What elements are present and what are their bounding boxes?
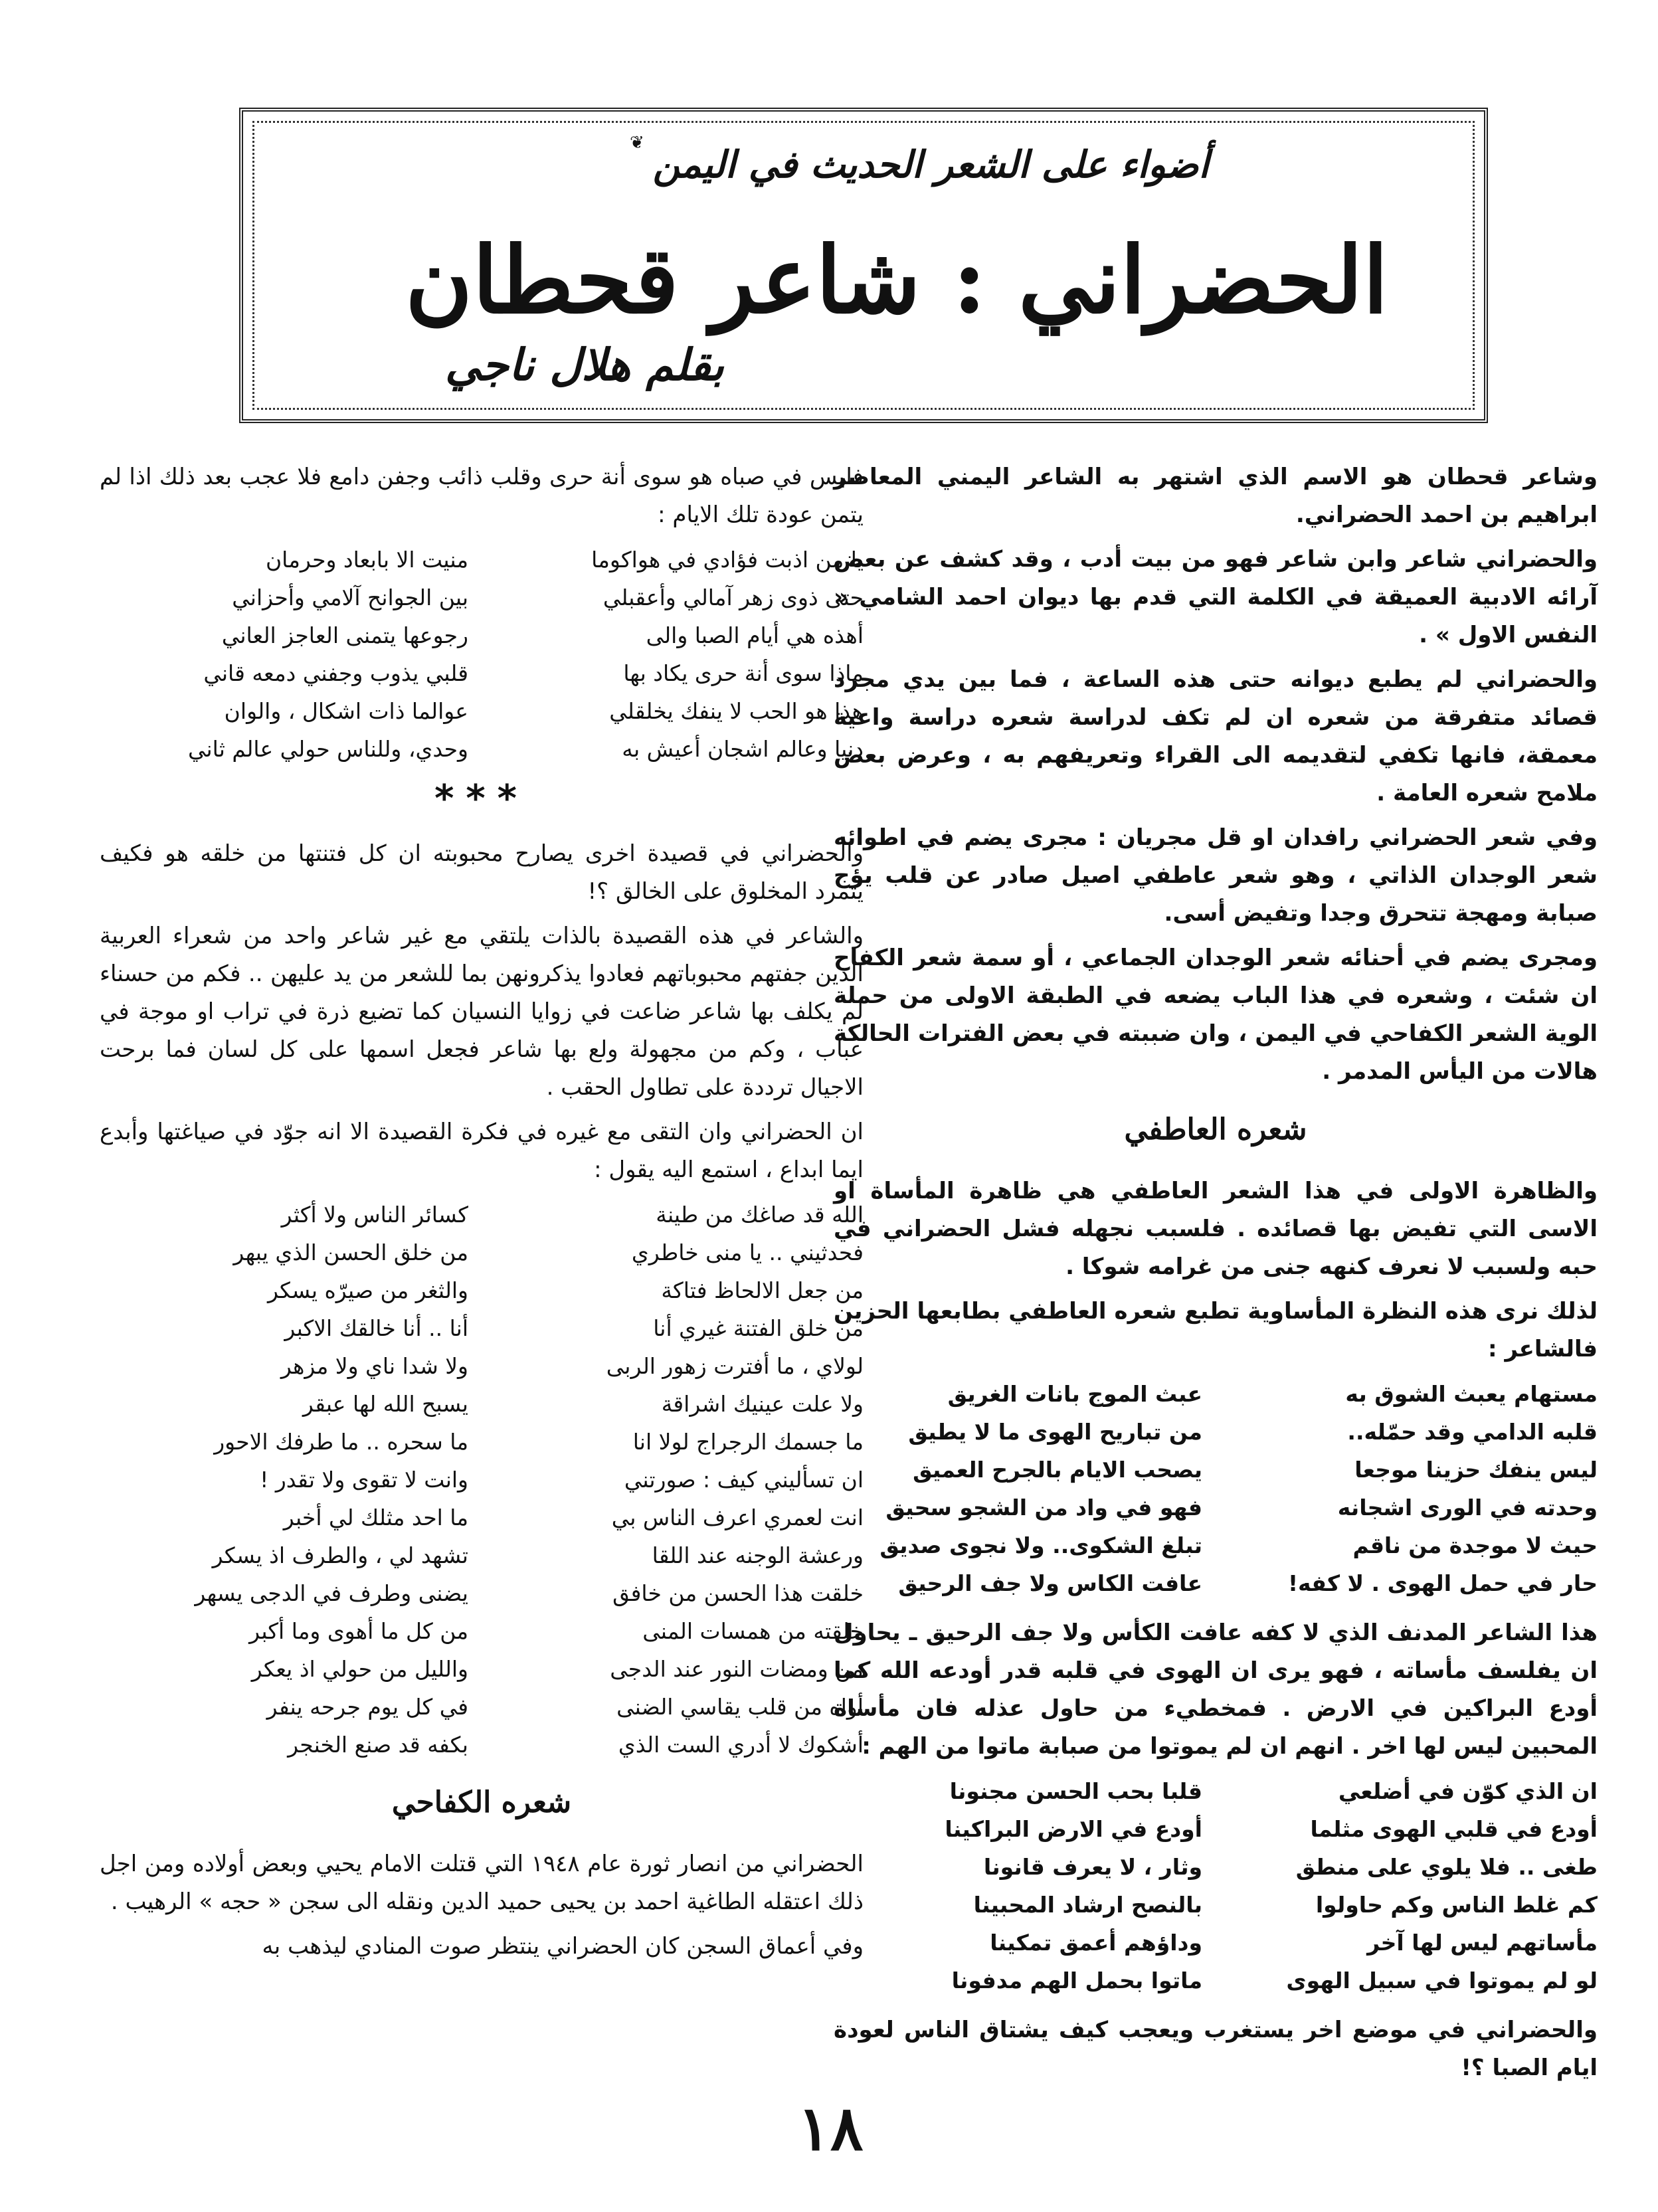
- verse-second-half: ما احد مثلك لي أخبر: [283, 1505, 468, 1530]
- verse-second-half: ما سحره .. ما طرفك الاحور: [214, 1429, 468, 1455]
- left-column: [100, 458, 864, 1972]
- section-separator: ***: [434, 777, 529, 820]
- verse-second-half: والثغر من صيرّه يسكر: [267, 1277, 468, 1303]
- paragraph: ومجرى يضم في أحنائه شعر الوجدان الجماعي ، أو سمة شعر الكفاح ان شئت ، وشعره في هذا الباب يضعه في الطبقة الاولى من حملة الوية الشعر الكفاحي في اليمن ، وان ضببته في بعض الفترات الحالكة هالات من اليأس المدمر .: [834, 945, 1598, 1085]
- verse-first-half: يا من اذبت فؤادي في هواكوما: [591, 547, 864, 573]
- verse-second-half: كسائر الناس ولا أكثر: [281, 1202, 468, 1228]
- verse-first-half: حتى ذوى زهر آمالي وأعقبلي: [602, 585, 864, 610]
- section-heading-struggle-poetry: شعره الكفاحي: [391, 1786, 572, 1819]
- paragraph: وفي شعر الحضراني رافدان او قل مجريان : مجرى يضم في اطوائه شعر الوجدان الذاتي ، وهو شعر عاطفي اصيل صادر عن قلب يؤج صبابة ومهجة تتحرق وجدا وتفيض أسى.: [834, 824, 1598, 927]
- verse-first-half: هذا هو الحب لا ينفك يخلقلي: [609, 698, 864, 724]
- paragraph: لذلك نرى هذه النظرة المأساوية تطبع شعره العاطفي بطابعها الحزين فالشاعر :: [834, 1298, 1598, 1362]
- verse-first-half: ان الذي كوّن في أضلعي: [1338, 1778, 1598, 1804]
- paragraph: والظاهرة الاولى في هذا الشعر العاطفي هي ظاهرة المأساة او الاسى التي تفيض بها قصائده . فلسبب نجهله فشل الحضراني في حبه ولسبب لا نعرف كنهه جنى من غرامه شوكا .: [834, 1178, 1598, 1280]
- right-column: [834, 458, 1598, 2094]
- verse-second-half: عوالما ذات اشكال ، والوان: [224, 698, 468, 724]
- verse-second-half: من تباريح الهوى ما لا يطيق: [908, 1419, 1202, 1445]
- verse-first-half: ماذا سوى أنة حرى يكاد بها: [623, 660, 864, 686]
- intro-paragraphs: [834, 458, 1598, 1091]
- verse-first-half: من خلق الفتنة غيري أنا: [653, 1315, 864, 1341]
- verse-first-half: أشكوك لا أدري الست الذي: [618, 1732, 864, 1758]
- verse-first-half: حار في حمل الهوى . لا كفه!: [1288, 1570, 1598, 1596]
- verse-first-half: لو لم يموتوا في سبيل الهوى: [1286, 1968, 1598, 1993]
- section-heading-emotional-poetry: شعره العاطفي: [1124, 1113, 1307, 1147]
- verse-first-half: من ومضات النور عند الدجى: [610, 1656, 864, 1682]
- verse-first-half: ما جسمك الرجراج لولا انا: [632, 1429, 864, 1455]
- verse-first-half: فحدثيني .. يا منى خاطري: [631, 1240, 864, 1265]
- verse-first-half: وحدته في الورى اشجانه: [1337, 1495, 1598, 1521]
- verse-second-half: تشهد لي ، والطرف اذ يسكر: [212, 1542, 468, 1568]
- verse-second-half: قلبي يذوب وجفني دمعه قاني: [203, 660, 468, 686]
- paragraph: والشاعر في هذه القصيدة بالذات يلتقي مع غير شاعر واحد من شعراء العربية الذين جفتهم محبوباتهم فعادوا يذكرونهن بما للشعر من يد عليهن .. فكم من حسناء لم يكلف بها شاعر ضاعت في زوايا النسيان كما تضيع ذرة في تراب او موجة في عباب ، وكم من مجهولة ولع بها شاعر فجعل اسمها على كل لسان فما برحت الاجيال ترددة على تطاول الحقب .: [100, 923, 864, 1101]
- paragraph: والحضراني في قصيدة اخرى يصارح محبوبته ان كل فتنتها من خلقه هو فكيف يتمرد المخلوق على الخالق ؟!: [100, 840, 864, 905]
- verse-second-half: عبث الموج بانات الغريق: [947, 1381, 1202, 1407]
- verse-second-half: بكفه قد صنع الخنجر: [288, 1732, 468, 1758]
- verse-first-half: ان تسأليني كيف : صورتني: [624, 1467, 864, 1493]
- verse-second-half: ماتوا بحمل الهم مدفونا: [951, 1968, 1202, 1993]
- verse-second-half: تبلغ الشكوى.. ولا نجوى صديق: [879, 1532, 1202, 1558]
- verse-first-half: حيث لا موجدة من ناقم: [1352, 1532, 1598, 1558]
- verse-second-half: وداؤهم أعمق تمكينا: [990, 1930, 1202, 1956]
- verse-second-half: بالنصح ارشاد المحبينا: [973, 1892, 1202, 1918]
- paragraph: فليس في صباه هو سوى أنة حرى وقلب ذائب وجفن دامع فلا عجب بعد ذلك اذا لم يتمن عودة تلك الايام :: [100, 464, 864, 528]
- paragraph: وشاعر قحطان هو الاسم الذي اشتهر به الشاعر اليمني المعاصر ابراهيم بن احمد الحضراني.: [834, 464, 1598, 528]
- verse-second-half: أنا .. أنا خالقك الاكبر: [284, 1315, 468, 1341]
- verse-first-half: مأساتهم ليس لها آخر: [1367, 1930, 1598, 1956]
- verse-second-half: وحدي، وللناس حولي عالم ثاني: [187, 736, 468, 762]
- poem-block: [834, 1772, 1598, 1999]
- verse-second-half: يسبح الله لها عبقر: [302, 1391, 468, 1417]
- verse-second-half: من كل ما أهوى وما أكبر: [249, 1618, 468, 1644]
- verse-first-half: خلقت هذا الحسن من خافق: [612, 1580, 864, 1606]
- verse-second-half: قلبا بحب الحسن مجنونا: [949, 1778, 1202, 1804]
- poem-block: [834, 1375, 1598, 1602]
- verse-first-half: ليس ينفك حزينا موجعا: [1354, 1457, 1598, 1483]
- paragraph: والحضراني لم يطبع ديوانه حتى هذه الساعة ، فما بين يدي مجرد قصائد متفرقة من شعره ان لم تكف لدراسة شعره دراسة واعية معمقة، فانها تكفي لتقديمه الى القراء وتعريفهم به ، وعرض بعض ملامح شعره العامة .: [834, 666, 1598, 806]
- verse-first-half: كم غلط الناس وكم حاولوا: [1315, 1892, 1598, 1918]
- paragraph: وفي أعماق السجن كان الحضراني ينتظر صوت المنادي ليذهب به: [262, 1933, 864, 1960]
- verse-first-half: من جعل الالحاظ فتاكة: [661, 1277, 864, 1303]
- verse-first-half: أواه من قلب يقاسي الضنى: [616, 1694, 864, 1720]
- verse-second-half: من خلق الحسن الذي يبهر: [233, 1240, 468, 1265]
- page-number: ١٨: [797, 2092, 864, 2164]
- verse-first-half: مستهام يعبث الشوق به: [1345, 1381, 1598, 1407]
- verse-first-half: أودع في قلبي الهوى مثلما: [1310, 1816, 1598, 1842]
- ornament-mark: ❦: [630, 133, 644, 153]
- verse-second-half: وانت لا تقوى ولا تقدر !: [260, 1467, 468, 1493]
- verse-first-half: خلقته من همسات المنى: [642, 1618, 864, 1644]
- verse-second-half: بين الجوانح آلامي وأحزاني: [232, 585, 468, 610]
- series-title: أضواء على الشعر الحديث في اليمن: [652, 143, 1209, 187]
- paragraph: ان الحضراني وان التقى مع غيره في فكرة القصيدة الا انه جوّد في صياغتها وأبدع ايما ابداع ، استمع اليه يقول :: [100, 1119, 864, 1183]
- poem-block: [100, 1196, 864, 1764]
- verse-first-half: دنيا وعالم اشجان أعيش به: [622, 736, 864, 762]
- verse-second-half: وثار ، لا يعرف قانونا: [983, 1854, 1202, 1880]
- verse-second-half: يصحب الايام بالجرح العميق: [913, 1457, 1202, 1483]
- paragraph: الحضراني من انصار ثورة عام ١٩٤٨ التي قتلت الامام يحيي وبعض أولاده ومن اجل ذلك اعتقله الطاغية احمد بن يحيى حميد الدين ونقله الى سجن « حجه » الرهيب .: [100, 1851, 864, 1915]
- author-byline: بقلم هلال ناجي: [445, 339, 724, 391]
- verse-second-half: عافت الكاس ولا جف الرحيق: [898, 1570, 1202, 1596]
- verse-first-half: لولاي ، ما أفترت زهور الربى: [606, 1353, 864, 1379]
- verse-second-half: والليل من حولي اذ يعكر: [251, 1656, 468, 1682]
- verse-second-half: ولا شدا ناي ولا مزهر: [280, 1353, 468, 1379]
- verse-second-half: أودع في الارض البراكينا: [945, 1816, 1202, 1842]
- verse-second-half: رجوعها يتمنى العاجز العاني: [221, 622, 468, 648]
- paragraph: هذا الشاعر المدنف الذي لا كفه عافت الكأس ولا جف الرحيق ـ يحاول ان يفلسف مأساته ، فهو يرى ان الهوى في قلبه قدر أودعه الله كما أودع البراكين في الارض . فمخطيء من حاول عذله فان مأساة المحبين ليس لها اخر . انهم ان لم يموتوا من صبابة ماتوا من الهم :: [834, 1619, 1598, 1760]
- verse-first-half: ورعشة الوجنه عند اللقا: [652, 1542, 864, 1568]
- verse-second-half: فهو في واد من الشجو سحيق: [885, 1495, 1202, 1521]
- verse-second-half: يضنى وطرف في الدجى يسهر: [195, 1580, 468, 1606]
- paragraph: والحضراني في موضع اخر يستغرب ويعجب كيف يشتاق الناس لعودة ايام الصبا ؟!: [834, 2017, 1598, 2081]
- article-title: الحضراني : شاعر قحطان: [405, 226, 1388, 334]
- verse-first-half: قلبه الدامي وقد حمّله..: [1347, 1419, 1598, 1445]
- verse-first-half: أهذه هي أيام الصبا والى: [646, 622, 864, 648]
- verse-first-half: الله قد صاغك من طينة: [656, 1202, 864, 1228]
- paragraph: والحضراني شاعر وابن شاعر فهو من بيت أدب ، وقد كشف عن بعض آرائه الادبية العميقة في الكلمة التي قدم بها ديوان احمد الشامي « النفس الاول » .: [834, 546, 1598, 648]
- verse-second-half: منيت الا بابعاد وحرمان: [265, 547, 468, 573]
- verse-second-half: في كل يوم جرحه ينفر: [266, 1694, 468, 1720]
- verse-first-half: طغى .. فلا يلوي على منطق: [1295, 1854, 1598, 1880]
- verse-first-half: ولا علت عينيك اشراقة: [661, 1391, 864, 1417]
- verse-first-half: انت لعمري اعرف الناس بي: [611, 1505, 864, 1530]
- poem-block: [100, 541, 864, 768]
